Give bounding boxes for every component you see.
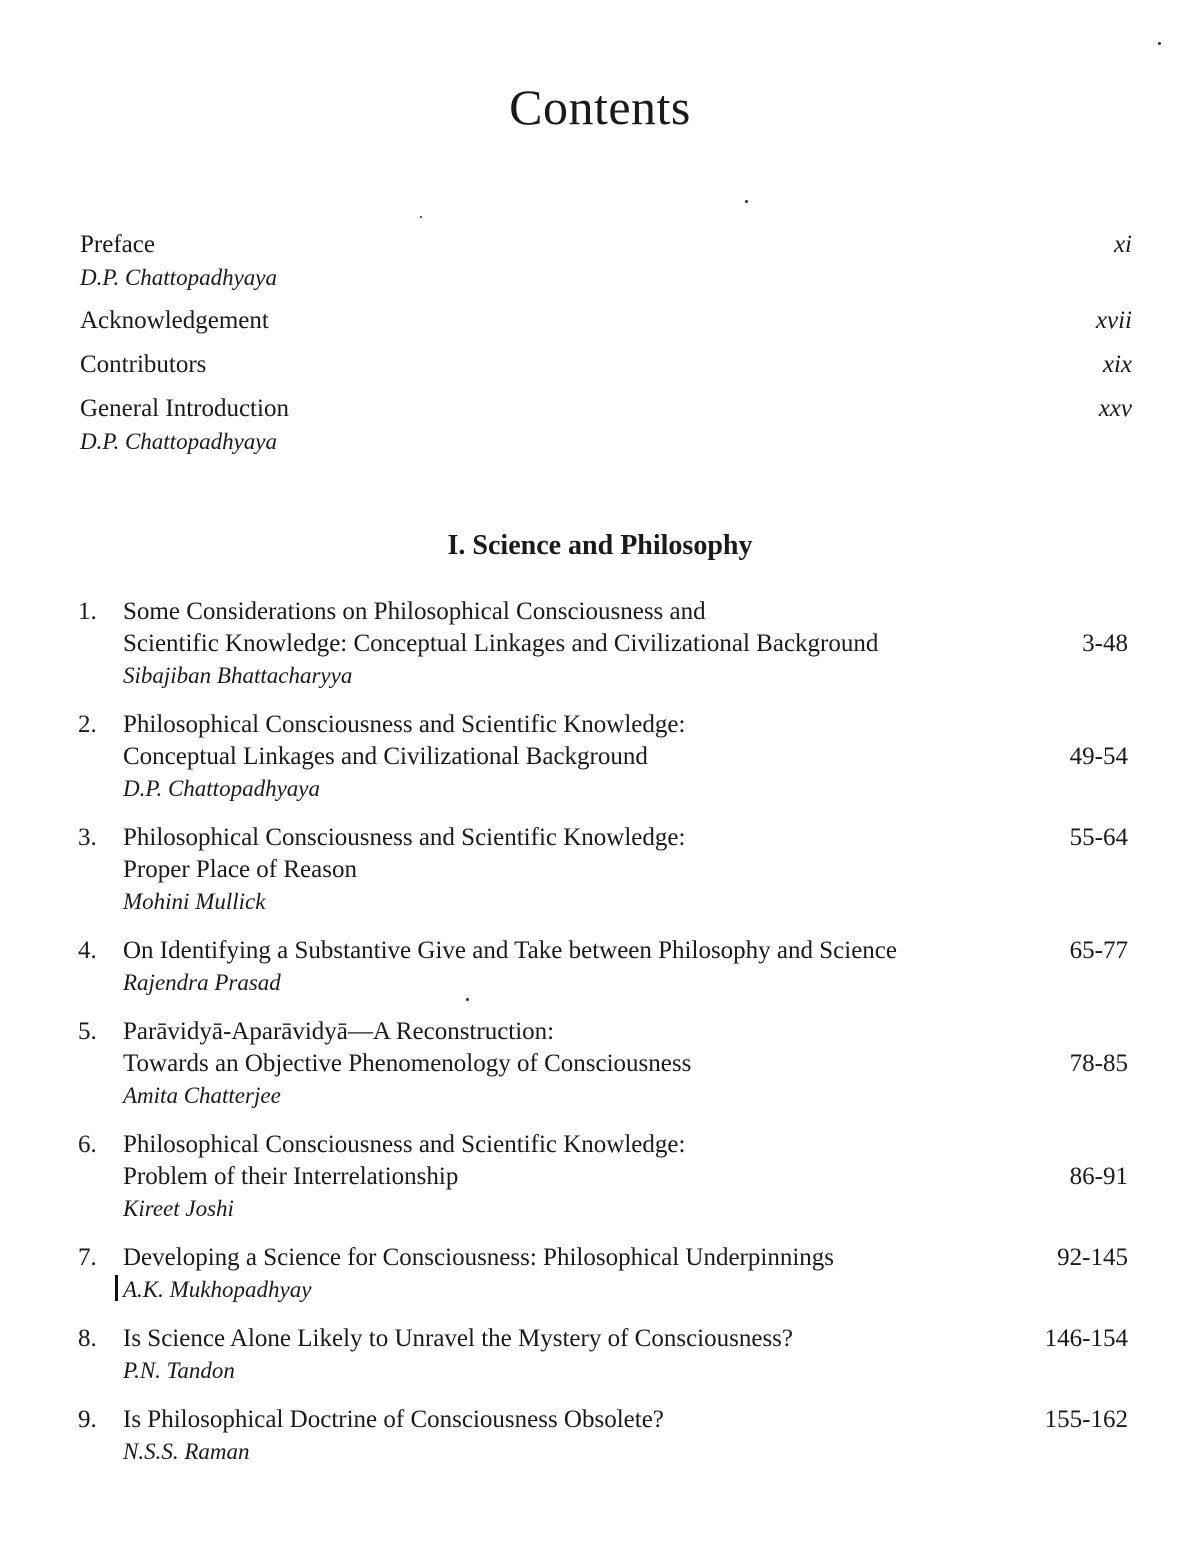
chapter-title: Parāvidyā-Aparāvidyā—A Reconstruction:: [123, 1018, 555, 1045]
chapter-author: [123, 967, 1128, 998]
chapter-author: [123, 1080, 1128, 1111]
chapter-title-line: [123, 709, 1128, 741]
chapter-title: On Identifying a Substantive Give and Take between Philosophy and Science: [123, 937, 897, 964]
chapter-body: [123, 1323, 1128, 1386]
entry-title: Contributors: [80, 351, 207, 378]
chapter-pages: 65-77: [1069, 937, 1128, 964]
chapter-author: [123, 660, 1128, 691]
entry-page: xix: [1102, 351, 1132, 378]
scan-speck: [745, 200, 748, 203]
chapter-author: [123, 1274, 1128, 1305]
chapter-title: Some Considerations on Philosophical Consciousness and: [123, 598, 706, 625]
chapter-author: [123, 1436, 1128, 1467]
chapter-title-line: [123, 1129, 1128, 1161]
page-title: Contents: [509, 79, 691, 135]
entry-title: Preface: [80, 231, 155, 258]
margin-mark: [115, 1275, 118, 1301]
chapter-title-line: [123, 628, 1128, 660]
chapter-title: Philosophical Consciousness and Scientific Knowledge:: [123, 824, 686, 851]
chapter-entry: [78, 1129, 1128, 1224]
chapter-pages: 78-85: [1069, 1050, 1128, 1077]
chapter-body: [123, 935, 1128, 998]
chapter-title-line: [123, 1016, 1128, 1048]
entry-author: D.P. Chattopadhyaya: [80, 429, 277, 454]
chapter-number: 2.: [78, 711, 97, 738]
chapter-list: [78, 596, 1128, 1485]
chapter-body: [123, 709, 1128, 804]
entry-author: D.P. Chattopadhyaya: [80, 265, 277, 290]
chapter-number: 3.: [78, 824, 97, 851]
chapter-title-line: [123, 1161, 1128, 1193]
chapter-entry: [78, 1323, 1128, 1386]
chapter-author-name: N.S.S. Raman: [123, 1439, 250, 1464]
scan-speck: [420, 216, 422, 218]
chapter-title: Problem of their Interrelationship: [123, 1163, 459, 1190]
front-matter-entry-contributors: [80, 348, 1132, 382]
chapter-author-name: Sibajiban Bhattacharyya: [123, 663, 353, 688]
chapter-author-name: Rajendra Prasad: [123, 970, 281, 995]
chapter-author: [123, 1193, 1128, 1224]
chapter-author-name: Kireet Joshi: [123, 1196, 234, 1221]
chapter-author-name: Mohini Mullick: [123, 889, 266, 914]
front-matter-list: [80, 228, 1132, 468]
chapter-title: Is Philosophical Doctrine of Consciousness Obsolete?: [123, 1406, 664, 1433]
chapter-body: [123, 1242, 1128, 1305]
chapter-author-name: D.P. Chattopadhyaya: [123, 776, 320, 801]
entry-title: Acknowledgement: [80, 307, 269, 334]
entry-page: xi: [1113, 231, 1132, 258]
chapter-title-line: [123, 935, 1128, 967]
chapter-pages: 155-162: [1044, 1406, 1128, 1433]
chapter-title: Philosophical Consciousness and Scientific Knowledge:: [123, 1131, 686, 1158]
chapter-title: Scientific Knowledge: Conceptual Linkages and Civilizational Background: [123, 630, 879, 657]
chapter-title-line: [123, 1048, 1128, 1080]
chapter-body: [123, 596, 1128, 691]
chapter-title: Proper Place of Reason: [123, 856, 357, 883]
chapter-title-line: [123, 822, 1128, 854]
chapter-pages: 92-145: [1057, 1244, 1128, 1271]
front-matter-entry-preface: [80, 228, 1132, 294]
front-matter-entry-acknowledgement: [80, 304, 1132, 338]
chapter-title-line: [123, 1242, 1128, 1274]
chapter-body: [123, 822, 1128, 917]
scan-speck: [1158, 42, 1161, 45]
front-matter-entry-general-introduction: [80, 392, 1132, 458]
chapter-pages: 49-54: [1069, 743, 1128, 770]
chapter-entry: [78, 596, 1128, 691]
chapter-entry: [78, 1242, 1128, 1305]
scan-speck: [466, 998, 469, 1001]
section-heading: I. Science and Philosophy: [447, 530, 753, 561]
chapter-title: Towards an Objective Phenomenology of Consciousness: [123, 1050, 692, 1077]
entry-title: General Introduction: [80, 395, 289, 422]
chapter-pages: 3-48: [1082, 630, 1128, 657]
chapter-title-line: [123, 741, 1128, 773]
chapter-entry: [78, 1404, 1128, 1467]
chapter-pages: 55-64: [1069, 824, 1128, 851]
chapter-number: 6.: [78, 1131, 97, 1158]
chapter-title-line: [123, 1404, 1128, 1436]
chapter-title-line: [123, 1323, 1128, 1355]
entry-page: xvii: [1095, 307, 1132, 334]
chapter-title-line: [123, 854, 1128, 886]
chapter-entry: [78, 935, 1128, 998]
chapter-number: 5.: [78, 1018, 97, 1045]
chapter-author: [123, 773, 1128, 804]
chapter-number: 9.: [78, 1406, 97, 1433]
chapter-title: Is Science Alone Likely to Unravel the Mystery of Consciousness?: [123, 1325, 793, 1352]
chapter-title: Developing a Science for Consciousness: Philosophical Underpinnings: [123, 1244, 834, 1271]
chapter-author-name: Amita Chatterjee: [123, 1083, 281, 1108]
chapter-body: [123, 1404, 1128, 1467]
chapter-entry: [78, 1016, 1128, 1111]
chapter-title-line: [123, 596, 1128, 628]
chapter-entry: [78, 709, 1128, 804]
chapter-number: 4.: [78, 937, 97, 964]
entry-page: xxv: [1098, 395, 1132, 422]
chapter-author: [123, 1355, 1128, 1386]
chapter-pages: 146-154: [1044, 1325, 1128, 1352]
chapter-title: Philosophical Consciousness and Scientific Knowledge:: [123, 711, 686, 738]
chapter-author-name: P.N. Tandon: [123, 1358, 235, 1383]
chapter-title: Conceptual Linkages and Civilizational Background: [123, 743, 648, 770]
chapter-number: 7.: [78, 1244, 97, 1271]
chapter-body: [123, 1016, 1128, 1111]
chapter-entry: [78, 822, 1128, 917]
chapter-author-name: A.K. Mukhopadhyay: [123, 1277, 312, 1302]
chapter-number: 8.: [78, 1325, 97, 1352]
chapter-pages: 86-91: [1069, 1163, 1128, 1190]
chapter-author: [123, 886, 1128, 917]
chapter-number: 1.: [78, 598, 97, 625]
chapter-body: [123, 1129, 1128, 1224]
